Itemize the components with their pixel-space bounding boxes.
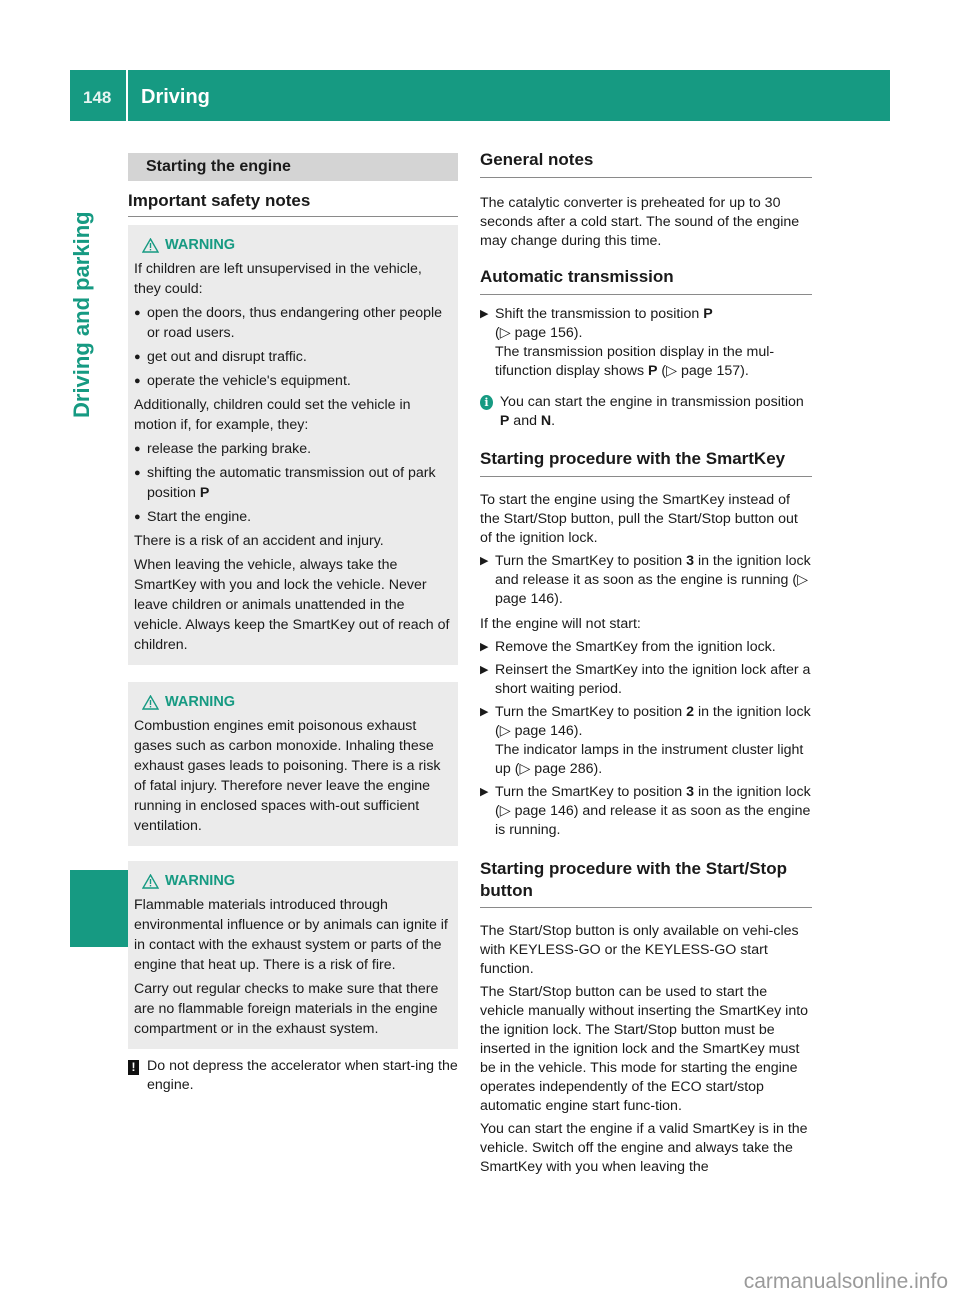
instruction-step: ▶ Remove the SmartKey from the ignition lock.	[480, 639, 776, 655]
note: ! Do not depress the accelerator when start-ing the engine.	[128, 1057, 458, 1095]
arrow-icon: ▶	[480, 706, 489, 718]
left-column	[128, 153, 458, 1095]
header-divider	[126, 70, 128, 121]
bullet-icon: ●	[134, 511, 141, 523]
instruction-step: ▶ Reinsert the SmartKey into the ignition lock after a short waiting period.	[480, 662, 811, 697]
instruction-step: ▶ Turn the SmartKey to position 2 in the ignition lock (▷ page 146). The indicator lamps in the instrument cluster light up (▷ page 286).	[480, 704, 811, 777]
warning-box-exhaust	[128, 682, 458, 846]
sidebar-section-label: Driving and parking	[69, 211, 94, 418]
page-number: 148	[83, 88, 112, 107]
warning-risk: There is a risk of an accident and injury.	[134, 533, 384, 549]
list-item: ● operate the vehicle's equipment.	[134, 373, 351, 389]
start-stop-paragraph: The Start/Stop button can be used to start the vehicle manually without inserting the SmartKey into the ignition lock. The Start/Stop button must be inserted in the ignition lock and the SmartKey must be in the vehicle. This mode for starting the engine operates independently of the ECO start/stop automatic engine start func-tion.	[480, 984, 809, 1114]
arrow-icon: ▶	[480, 786, 489, 798]
list-item: ● shifting the automatic transmission out of park position P	[134, 465, 436, 501]
page-header	[70, 70, 890, 121]
subsection-title: Important safety notes	[128, 191, 458, 217]
warning-triangle-icon	[142, 238, 159, 253]
start-stop-paragraph: The Start/Stop button is only available on vehi-cles with KEYLESS-GO or the KEYLESS-GO start function.	[480, 923, 799, 977]
instruction-step: ▶ Turn the SmartKey to position 3 in the ignition lock and release it as soon as the engine is running (▷ page 146).	[480, 553, 811, 607]
watermark: carmanualsonline.info	[743, 1270, 948, 1293]
instruction-step: ▶ Turn the SmartKey to position 3 in the ignition lock (▷ page 146) and release it as soon as the engine is running.	[480, 784, 811, 838]
info-icon: i	[480, 395, 493, 410]
start-stop-paragraph: You can start the engine if a valid SmartKey is in the vehicle. Switch off the engine and always take the SmartKey with you when leaving the	[480, 1121, 808, 1175]
general-notes-text: The catalytic converter is preheated for up to 30 seconds after a cold start. The sound of the engine may change during this time.	[480, 195, 800, 249]
warning-text: Flammable materials introduced through environmental influence or by animals can ignite if in contact with the exhaust system or parts of the engine that heat up. There is a risk of fire.	[134, 897, 448, 973]
warning-intro: If children are left unsupervised in the vehicle, they could:	[134, 261, 422, 297]
warning-middle: Additionally, children could set the vehicle in motion if, for example, they:	[134, 397, 411, 433]
warning-label: WARNING	[165, 237, 236, 253]
warning-label: WARNING	[165, 873, 236, 889]
bullet-icon: ●	[134, 375, 141, 387]
warning-text: Carry out regular checks to make sure that there are no flammable foreign materials in the engine compartment or in the exhaust system.	[134, 981, 439, 1037]
arrow-icon: ▶	[480, 555, 489, 567]
list-item: ● open the doors, thus endangering other people or road users.	[134, 305, 443, 341]
info-note: i You can start the engine in transmission position P and N.	[480, 393, 812, 431]
warning-triangle-icon	[142, 874, 159, 889]
list-item: ● get out and disrupt traffic.	[134, 349, 307, 365]
start-stop-procedure-title: Starting procedure with the Start/Stop button	[480, 858, 812, 908]
bullet-icon: ●	[134, 351, 141, 363]
warning-triangle-icon	[142, 695, 159, 710]
arrow-icon: ▶	[480, 308, 489, 320]
not-start-text: If the engine will not start:	[480, 616, 641, 632]
warning-label: WARNING	[165, 694, 236, 710]
arrow-icon: ▶	[480, 641, 489, 653]
warning-text: Combustion engines emit poisonous exhaust gases such as carbon monoxide. Inhaling these exhaust gases leads to poisoning. There is a risk of fatal injury. Therefore never leave the engine running in enclosed spaces with-out sufficient ventilation.	[134, 718, 441, 834]
smartkey-intro: To start the engine using the SmartKey instead of the Start/Stop button, pull the Start/Stop button out of the ignition lock.	[480, 492, 798, 546]
warning-box-fire	[128, 861, 458, 1049]
general-notes-title: General notes	[480, 150, 812, 178]
warning-heading	[142, 692, 450, 712]
bullet-icon: ●	[134, 467, 141, 479]
bullet-icon: ●	[134, 307, 141, 319]
section-title: Starting the engine	[128, 153, 458, 181]
smartkey-procedure-title: Starting procedure with the SmartKey	[480, 449, 812, 477]
sidebar-marker	[70, 870, 128, 947]
right-column	[480, 150, 812, 1177]
list-item: ● Start the engine.	[134, 509, 252, 525]
exclamation-icon: !	[128, 1060, 139, 1075]
list-item: ● release the parking brake.	[134, 441, 312, 457]
bullet-icon: ●	[134, 443, 141, 455]
automatic-transmission-title: Automatic transmission	[480, 267, 812, 295]
warning-heading	[142, 235, 450, 255]
instruction-step: ▶ Shift the transmission to position P (▷ page 156). The transmission position display in the mul-tifunction display shows P (▷ page 157).	[480, 306, 775, 379]
warning-advice: When leaving the vehicle, always take the SmartKey with you and lock the vehicle. Never leave children or animals unattended in the vehicle. Always keep the SmartKey out of reach of children.	[134, 557, 450, 653]
warning-box-children	[128, 225, 458, 665]
warning-heading	[142, 871, 450, 891]
chapter-title: Driving	[141, 86, 210, 108]
arrow-icon: ▶	[480, 664, 489, 676]
